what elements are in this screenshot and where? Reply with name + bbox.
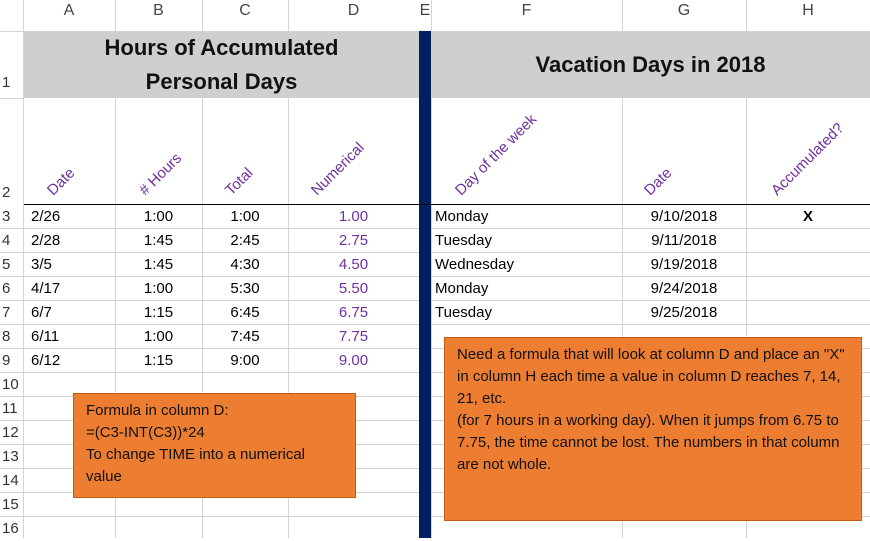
header-hours[interactable]: # Hours — [135, 149, 186, 199]
row-header-8[interactable]: 8 — [2, 328, 11, 345]
row-header-9[interactable]: 9 — [2, 352, 11, 369]
left-row-date[interactable]: 2/28 — [31, 232, 61, 249]
column-header-c[interactable]: C — [239, 2, 251, 19]
right-row-day[interactable]: Tuesday — [435, 304, 492, 321]
left-row-hours[interactable]: 1:00 — [143, 328, 174, 345]
column-header-d[interactable]: D — [347, 2, 360, 19]
row-header-3[interactable]: 3 — [2, 208, 11, 225]
left-title-cell[interactable] — [24, 31, 419, 98]
left-row-total[interactable]: 1:00 — [230, 208, 260, 225]
left-row-total[interactable]: 4:30 — [230, 256, 260, 273]
row-header-12[interactable]: 12 — [2, 424, 19, 441]
header-vacation-date[interactable]: Date — [640, 164, 676, 199]
row-header-15[interactable]: 15 — [2, 496, 19, 513]
left-row-numerical[interactable]: 7.75 — [338, 328, 369, 345]
left-row-total[interactable]: 5:30 — [230, 280, 260, 297]
left-row-hours[interactable]: 1:45 — [143, 256, 174, 273]
right-row-accumulated[interactable] — [746, 229, 870, 253]
row-header-7[interactable]: 7 — [2, 304, 11, 321]
left-row-numerical[interactable]: 9.00 — [338, 352, 369, 369]
right-row-accumulated[interactable] — [746, 277, 870, 301]
row-header-4[interactable]: 4 — [2, 232, 11, 249]
left-row-hours[interactable]: 1:45 — [143, 232, 174, 249]
right-row-day[interactable]: Tuesday — [435, 232, 492, 249]
column-header-h[interactable]: H — [802, 2, 814, 19]
right-row-date[interactable]: 9/10/2018 — [650, 208, 718, 225]
left-row-date[interactable]: 3/5 — [31, 256, 52, 273]
row-header-5[interactable]: 5 — [2, 256, 11, 273]
right-row-accumulated[interactable]: X — [802, 208, 813, 225]
right-row-accumulated[interactable] — [746, 253, 870, 277]
left-row-hours[interactable]: 1:00 — [143, 208, 174, 225]
column-header-f[interactable]: F — [521, 2, 532, 19]
left-row-date[interactable]: 4/17 — [31, 280, 61, 297]
left-row-date[interactable]: 6/11 — [31, 328, 60, 345]
right-row-day[interactable]: Wednesday — [435, 256, 514, 273]
right-row-date[interactable]: 9/24/2018 — [650, 280, 718, 297]
header-date[interactable]: Date — [43, 164, 79, 199]
row-header-1[interactable]: 1 — [2, 74, 11, 91]
right-row-day[interactable]: Monday — [435, 208, 489, 225]
left-row-hours[interactable]: 1:15 — [143, 352, 174, 369]
left-row-numerical[interactable]: 4.50 — [338, 256, 369, 273]
header-day-of-week[interactable]: Day of the week — [451, 110, 541, 199]
right-row-day[interactable]: Monday — [435, 280, 489, 297]
column-header-e[interactable]: E — [419, 2, 431, 19]
column-header-a[interactable]: A — [63, 2, 75, 19]
left-row-hours[interactable]: 1:00 — [143, 280, 174, 297]
request-note: Need a formula that will look at column D and place an "X" in column H each time a value in column D reaches 7, 14, 21, etc. (for 7 hours in a working day). When it jumps from 6.75 to 7.75, the time cannot be lost. The numbers in that column are not whole. — [444, 337, 862, 521]
row-header-13[interactable]: 13 — [2, 448, 19, 465]
left-row-total[interactable]: 2:45 — [230, 232, 260, 249]
column-header-b[interactable]: B — [153, 2, 164, 19]
row-header-14[interactable]: 14 — [2, 472, 19, 489]
right-row-accumulated[interactable] — [746, 301, 870, 325]
left-row-numerical[interactable]: 2.75 — [338, 232, 369, 249]
left-row-total[interactable]: 9:00 — [230, 352, 260, 369]
left-row-hours[interactable]: 1:15 — [143, 304, 174, 321]
left-row-numerical[interactable]: 5.50 — [338, 280, 369, 297]
left-row-numerical[interactable]: 1.00 — [338, 208, 369, 225]
row-header-11[interactable]: 11 — [2, 400, 18, 417]
row-header-2[interactable]: 2 — [2, 184, 11, 201]
left-row-total[interactable]: 6:45 — [230, 304, 260, 321]
header-total[interactable]: Total — [221, 164, 257, 199]
formula-note: Formula in column D: =(C3-INT(C3))*24 To change TIME into a numerical value — [73, 393, 356, 498]
left-row-total[interactable]: 7:45 — [230, 328, 260, 345]
right-title-cell[interactable] — [431, 31, 870, 98]
row-header-16[interactable]: 16 — [2, 520, 19, 537]
left-row-date[interactable]: 6/7 — [31, 304, 52, 321]
header-numerical[interactable]: Numerical — [307, 139, 368, 199]
right-row-date[interactable]: 9/25/2018 — [650, 304, 718, 321]
section-divider — [419, 31, 431, 538]
right-row-date[interactable]: 9/11/2018 — [651, 232, 717, 249]
header-accumulated[interactable]: Accumulated? — [767, 119, 848, 199]
left-row-numerical[interactable]: 6.75 — [338, 304, 369, 321]
left-row-date[interactable]: 2/26 — [31, 208, 61, 225]
left-title: Hours of Accumulated Personal Days — [104, 34, 339, 94]
right-title: Vacation Days in 2018 — [535, 51, 766, 77]
row-header-10[interactable]: 10 — [2, 376, 19, 393]
row-header-6[interactable]: 6 — [2, 280, 11, 297]
right-row-date[interactable]: 9/19/2018 — [650, 256, 718, 273]
column-header-g[interactable]: G — [677, 2, 691, 19]
left-row-date[interactable]: 6/12 — [31, 352, 61, 369]
